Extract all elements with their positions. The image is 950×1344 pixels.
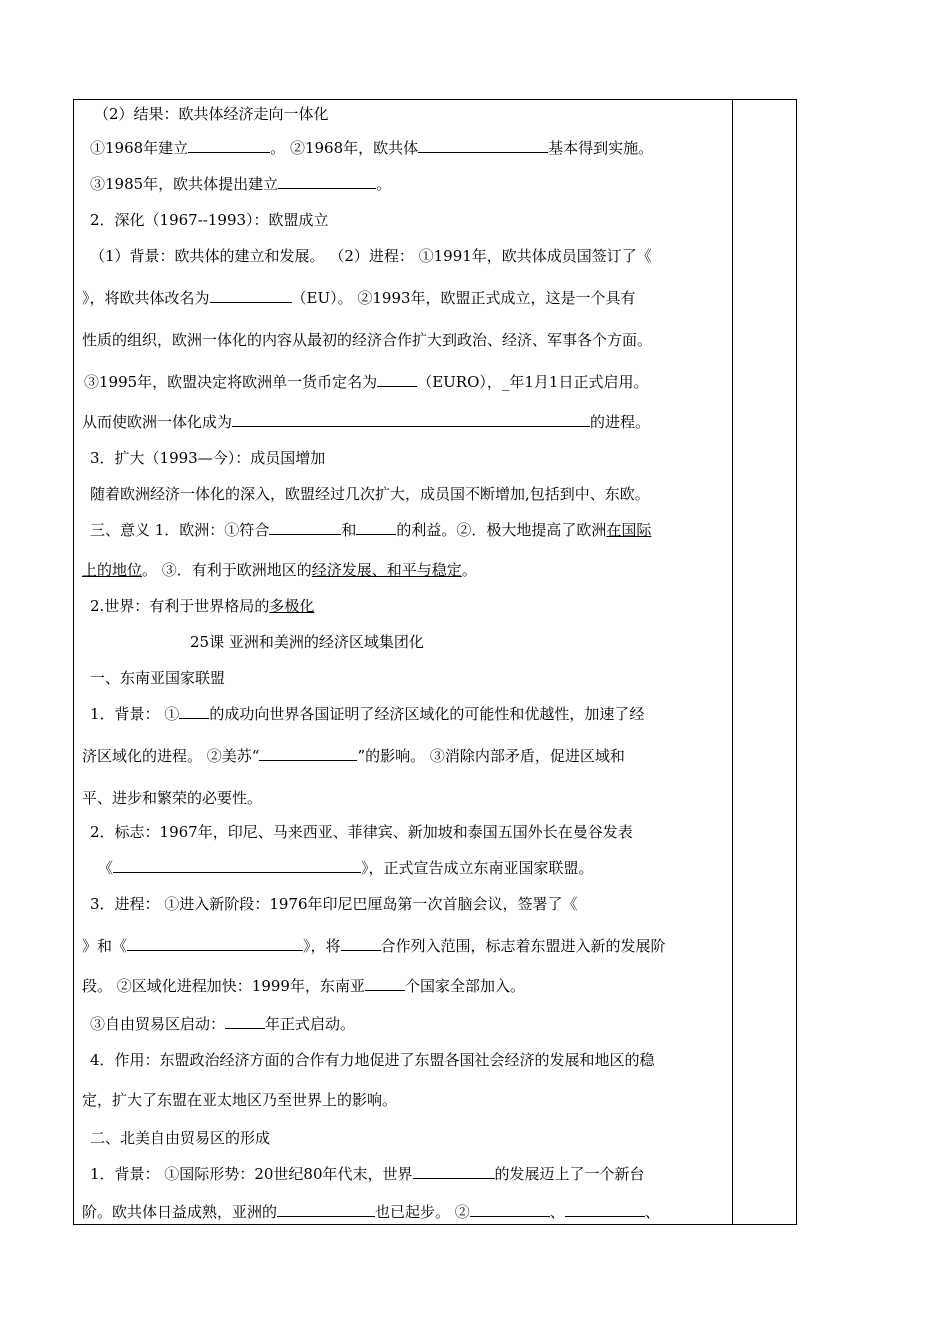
text-line — [90, 1013, 355, 1035]
text-line — [82, 975, 525, 997]
text-line — [90, 1163, 645, 1185]
text-segment: 基本得到实施。 — [548, 139, 654, 157]
text-segment: ③1995年，欧盟决定将欧洲单一货币定名为 — [84, 373, 378, 391]
text-segment: 的发展迈上了一个新台 — [494, 1165, 645, 1183]
text-line — [82, 559, 477, 581]
text-line — [98, 857, 594, 879]
text-segment: 的进程。 — [590, 413, 651, 431]
text-line — [90, 595, 314, 617]
text-line — [90, 137, 653, 159]
underlined-text: 多极化 — [269, 597, 315, 615]
text-line — [84, 371, 648, 393]
fill-blank — [365, 975, 405, 991]
fill-blank — [418, 137, 548, 153]
text-segment: 阶。欧共体日益成熟，亚洲的 — [82, 1203, 278, 1221]
text-line: 平、进步和繁荣的必要性。 — [82, 789, 263, 807]
text-segment: 年正式启动。 — [265, 1015, 356, 1033]
text-line: 4．作用：东盟政治经济方面的合作有力地促进了东盟各国社会经济的发展和地区的稳 — [90, 1051, 655, 1069]
text-line — [82, 411, 650, 433]
text-line: 性质的组织，欧洲一体化的内容从最初的经济合作扩大到政治、经济、军事各个方面。 — [82, 331, 653, 349]
text-line — [90, 173, 391, 195]
text-line: 定，扩大了东盟在亚太地区乃至世界上的影响。 — [82, 1091, 398, 1109]
fill-blank — [341, 935, 381, 951]
fill-blank — [188, 137, 270, 153]
section-heading: 2．深化（1967--1993）：欧盟成立 — [90, 211, 329, 229]
text-segment: 段。 ②区域化进程加快：1999年，东南亚 — [82, 977, 365, 995]
text-segment: 和 — [341, 521, 357, 539]
text-line: （2）结果：欧共体经济走向一体化 — [94, 105, 329, 123]
underlined-text: 经济发展、和平与稳定 — [311, 561, 462, 579]
text-line — [90, 703, 644, 725]
fill-blank — [127, 935, 303, 951]
text-segment: 》，正式宣告成立东南亚国家联盟。 — [361, 859, 594, 877]
text-segment: 》，将欧共体改名为 — [82, 289, 210, 307]
underlined-text: 在国际 — [606, 521, 652, 539]
text-line — [82, 935, 666, 957]
section-heading: 一、东南亚国家联盟 — [90, 669, 226, 687]
fill-blank — [377, 371, 417, 387]
text-segment: 》，将 — [303, 937, 341, 955]
text-segment: 从而使欧洲一体化成为 — [82, 413, 233, 431]
text-segment: （EU）。 ②1993年，欧盟正式成立，这是一个具有 — [291, 289, 636, 307]
text-line — [82, 1201, 660, 1223]
text-segment: 三、意义 1．欧洲：①符合 — [90, 521, 270, 539]
fill-blank — [225, 1013, 265, 1029]
fill-blank — [277, 1201, 375, 1217]
table-column-divider — [732, 99, 733, 1225]
fill-blank — [232, 411, 590, 427]
fill-blank — [470, 1201, 550, 1217]
fill-blank — [356, 519, 396, 535]
text-segment: 、 — [549, 1203, 565, 1221]
section-heading: 二、北美自由贸易区的形成 — [90, 1129, 271, 1147]
text-segment: 、 — [644, 1203, 660, 1221]
text-segment: 。 ③．有利于欧洲地区的 — [142, 561, 312, 579]
underlined-text: 上的地位 — [82, 561, 143, 579]
text-segment: 的成功向世界各国证明了经济区域化的可能性和优越性，加速了经 — [209, 705, 645, 723]
text-segment: 。 — [461, 561, 477, 579]
fill-blank — [179, 703, 209, 719]
text-line: 3．进程： ①进入新阶段：1976年印尼巴厘岛第一次首脑会议，签署了《 — [90, 895, 578, 913]
text-segment: 济区域化的进程。 ②美苏“ — [82, 747, 260, 765]
text-segment: 。 — [376, 175, 392, 193]
text-segment: 《 — [98, 859, 114, 877]
text-segment: 。 ②1968年，欧共体 — [270, 139, 419, 157]
text-segment: 合作列入范围，标志着东盟进入新的发展阶 — [380, 937, 666, 955]
text-segment: 2.世界：有利于世界格局的 — [90, 597, 270, 615]
text-segment: 个国家全部加入。 — [404, 977, 525, 995]
fill-blank — [259, 745, 357, 761]
text-line: 随着欧洲经济一体化的深入，欧盟经过几次扩大，成员国不断增加,包括到中、东欧。 — [90, 485, 650, 503]
text-segment: ③自由贸易区启动： — [90, 1015, 226, 1033]
fill-blank — [413, 1163, 495, 1179]
text-segment: ①1968年建立 — [90, 139, 189, 157]
text-line — [82, 745, 625, 767]
text-segment: （EURO），_年1月1日正式启用。 — [417, 373, 649, 391]
text-segment: 1．背景： ① — [90, 705, 180, 723]
text-segment: ”的影响。 ③消除内部矛盾，促进区域和 — [357, 747, 625, 765]
section-heading: 3．扩大（1993—今）：成员国增加 — [90, 449, 326, 467]
lesson-title: 25课 亚洲和美洲的经济区域集团化 — [190, 633, 424, 651]
text-line — [90, 519, 651, 541]
text-line: （1）背景：欧共体的建立和发展。 （2）进程： ①1991年，欧共体成员国签订了《 — [90, 247, 652, 265]
text-segment: 的利益。②．极大地提高了欧洲 — [396, 521, 607, 539]
text-segment: 也已起步。 ② — [375, 1203, 470, 1221]
text-segment: 1．背景： ①国际形势：20世纪80年代末，世界 — [90, 1165, 413, 1183]
fill-blank — [269, 519, 341, 535]
fill-blank — [565, 1201, 645, 1217]
fill-blank — [278, 173, 376, 189]
text-line — [82, 287, 636, 309]
fill-blank — [210, 287, 292, 303]
text-segment: ③1985年，欧共体提出建立 — [90, 175, 279, 193]
text-segment: 》和《 — [82, 937, 128, 955]
fill-blank — [113, 857, 361, 873]
text-line: 2．标志：1967年，印尼、马来西亚、菲律宾、新加坡和泰国五国外长在曼谷发表 — [90, 823, 633, 841]
